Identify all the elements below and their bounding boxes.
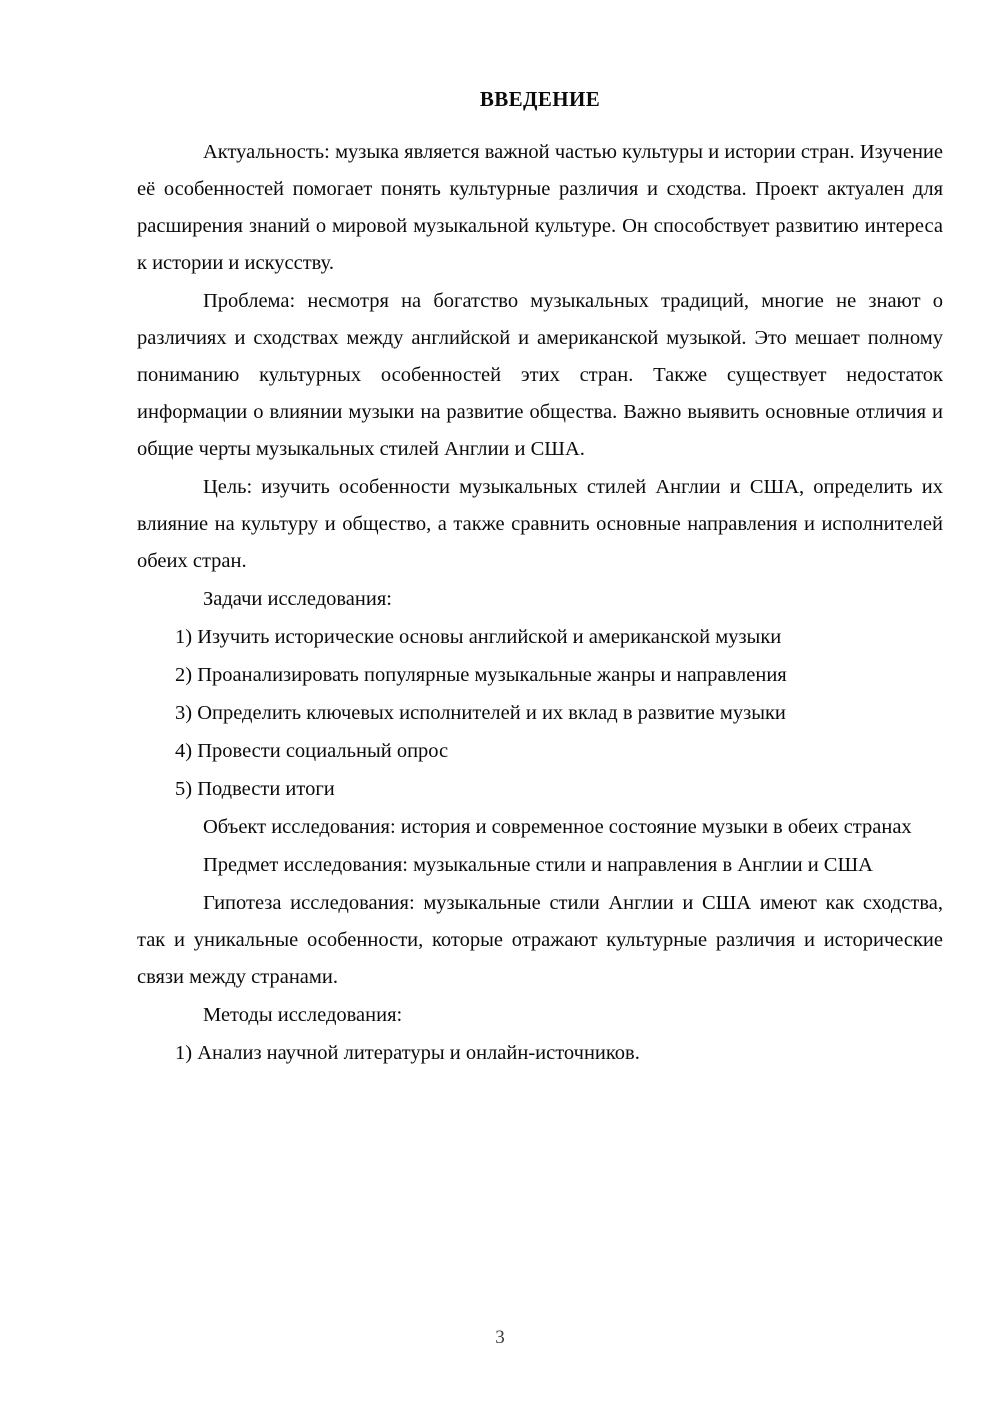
page-number: 3 [495, 1327, 505, 1348]
page-title: ВВЕДЕНИЕ [479, 87, 601, 111]
heading-research-methods: Методы исследования: [203, 1004, 403, 1027]
research-method-1: 1) Анализ научной литературы и онлайн-источников. [175, 1042, 640, 1065]
document-body [137, 86, 943, 1073]
research-task-4: 4) Провести социальный опрос [175, 740, 449, 763]
research-task-2: 2) Проанализировать популярные музыкальные жанры и направления [175, 664, 787, 687]
paragraph-object: Объект исследования: история и современное состояние музыки в обеих странах [203, 816, 912, 839]
paragraph-subject: Предмет исследования: музыкальные стили и направления в Англии и США [203, 854, 873, 877]
research-task-5: 5) Подвести итоги [175, 778, 335, 801]
paragraph-goal: Цель: изучить особенности музыкальных стилей Англии и США, определить их влияние на культуру и общество, а также сравнить основные направления и исполнителей обеих стран. [137, 476, 943, 573]
heading-research-tasks: Задачи исследования: [203, 588, 392, 611]
research-task-1: 1) Изучить исторические основы английской и американской музыки [175, 626, 782, 649]
paragraph-relevance: Актуальность: музыка является важной частью культуры и истории стран. Изучение её особенностей помогает понять культурные различия и сходства. Проект актуален для расширения знаний о мировой музыкальной культуре. Он способствует развитию интереса к истории и искусству. [137, 141, 943, 275]
document-text-blocks [137, 134, 943, 1072]
paragraph-hypothesis: Гипотеза исследования: музыкальные стили Англии и США имеют как сходства, так и уникальные особенности, которые отражают культурные различия и исторические связи между странами. [137, 892, 943, 989]
research-task-3: 3) Определить ключевых исполнителей и их вклад в развитие музыки [175, 702, 786, 725]
paragraph-problem: Проблема: несмотря на богатство музыкальных традиций, многие не знают о различиях и сходствах между английской и американской музыкой. Это мешает полному пониманию культурных особенностей этих стран. Также существует недостаток информации о влиянии музыки на развитие общества. Важно выявить основные отличия и общие черты музыкальных стилей Англии и США. [137, 290, 943, 461]
